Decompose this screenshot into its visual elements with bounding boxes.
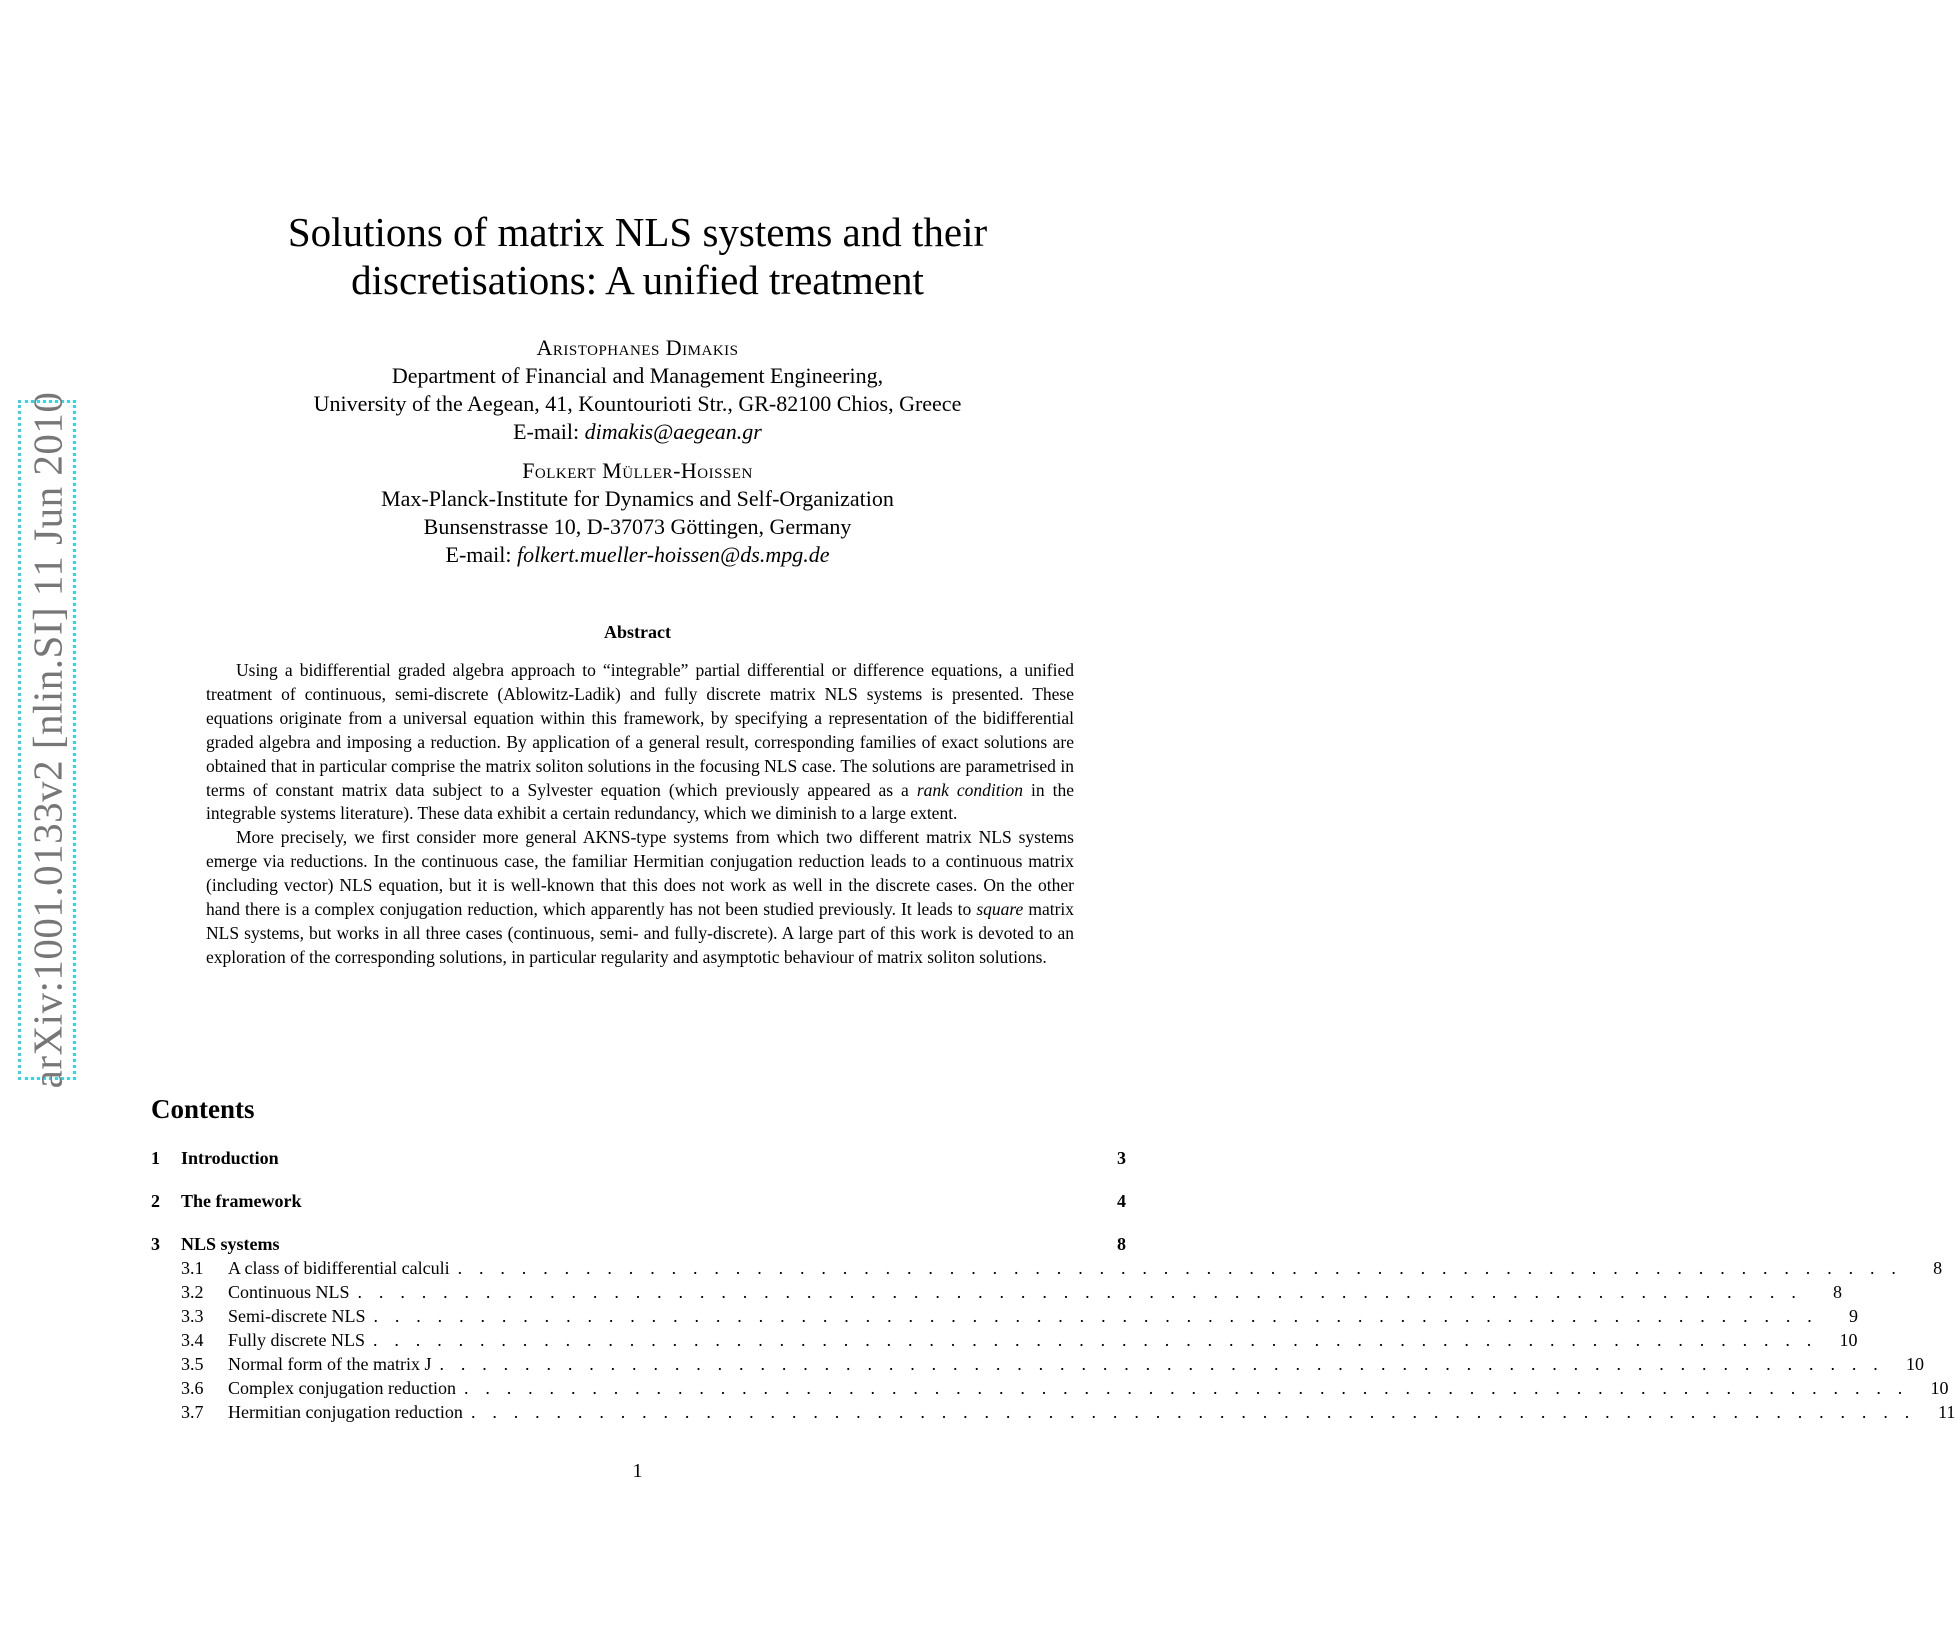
author-block-2 bbox=[200, 457, 1075, 569]
toc-subsection-title: Continuous NLS bbox=[228, 1282, 350, 1302]
abstract-text: in the integrable systems literature). These data exhibit a certain redundancy, which we diminish to a large extent. bbox=[206, 779, 1075, 824]
abstract-paragraph-1 bbox=[206, 659, 1074, 826]
toc-section-introduction[interactable] bbox=[151, 1146, 1126, 1170]
toc-section-number: 1 bbox=[151, 1148, 160, 1168]
toc-subsection-3-3[interactable] bbox=[151, 1304, 1858, 1328]
email-label: E-mail: bbox=[445, 542, 512, 567]
toc-subsection-title: Semi-discrete NLS bbox=[228, 1306, 366, 1326]
title-line-1: Solutions of matrix NLS systems and their bbox=[287, 209, 988, 255]
abstract-body bbox=[206, 659, 1074, 970]
abstract-text: matrix NLS systems, but works in all three cases (continuous, semi- and fully-discrete). A large part of this work is devoted to an exploration of the corresponding solutions, in particular regularity and asymptotic behaviour of matrix soliton solutions. bbox=[206, 899, 1075, 967]
abstract-text: More precisely, we first consider more general AKNS-type systems from which two different matrix NLS systems emerge via reductions. In the continuous case, the familiar Hermitian conjugation reduction leads to a continuous matrix (including vector) NLS equation, but it is well-known that this does not work as well in the discrete cases. On the other hand there is a complex conjugation reduction, which apparently has not been studied previously. It leads to bbox=[206, 827, 1074, 920]
toc-subsection-3-2[interactable] bbox=[151, 1280, 1843, 1304]
toc-subsection-number: 3.5 bbox=[181, 1354, 204, 1374]
toc-section-number: 2 bbox=[151, 1191, 160, 1211]
toc-dot-leader: . . . . . . . . . . . . . . . . . . . . . . . . . . . . . . . . . . . . . . . . . . . . . . . . . . . . . . . . . . . . . . . . . . . . bbox=[373, 1306, 1818, 1326]
author-affiliation-line: Department of Financial and Management Engineering, bbox=[391, 363, 884, 388]
toc-page-number: 8 bbox=[1833, 1282, 1843, 1302]
table-of-contents bbox=[151, 1146, 1955, 1424]
toc-page-number: 11 bbox=[1938, 1402, 1955, 1422]
author-affiliation-line: Max-Planck-Institute for Dynamics and Self-Organization bbox=[381, 486, 894, 511]
toc-page-number: 9 bbox=[1848, 1306, 1858, 1326]
toc-section-title: NLS systems bbox=[181, 1234, 280, 1254]
toc-subsection-3-6[interactable] bbox=[151, 1376, 1949, 1400]
toc-section-framework[interactable] bbox=[151, 1189, 1126, 1213]
toc-dot-leader: . . . . . . . . . . . . . . . . . . . . . . . . . . . . . . . . . . . . . . . . . . . . . . . . . . . . . . . . . . . . . . . . . . . . bbox=[457, 1258, 1903, 1278]
toc-subsection-title: Complex conjugation reduction bbox=[228, 1378, 456, 1398]
toc-page-number: 10 bbox=[1930, 1378, 1949, 1398]
arxiv-stamp bbox=[18, 391, 76, 1089]
toc-subsection-number: 3.2 bbox=[181, 1282, 204, 1302]
toc-subsection-number: 3.7 bbox=[181, 1402, 204, 1422]
toc-section-title: Introduction bbox=[181, 1148, 279, 1168]
toc-subsection-title: Normal form of the matrix J bbox=[228, 1354, 432, 1374]
toc-section-title: The framework bbox=[181, 1191, 302, 1211]
toc-subsection-number: 3.6 bbox=[181, 1378, 204, 1398]
toc-dot-leader: . . . . . . . . . . . . . . . . . . . . . . . . . . . . . . . . . . . . . . . . . . . . . . . . . . . . . . . . . . . . . . . . . . . . bbox=[373, 1330, 1818, 1350]
email-label: E-mail: bbox=[513, 419, 580, 444]
toc-section-nls-systems[interactable] bbox=[151, 1232, 1126, 1256]
page-number: 1 bbox=[632, 1460, 643, 1482]
title-line-2: discretisations: A unified treatment bbox=[351, 257, 924, 303]
author-affiliation-line: Bunsenstrasse 10, D-37073 Göttingen, Germany bbox=[423, 514, 852, 539]
toc-dot-leader: . . . . . . . . . . . . . . . . . . . . . . . . . . . . . . . . . . . . . . . . . . . . . . . . . . . . . . . . . . . . . . . . . . . . bbox=[463, 1378, 1909, 1398]
abstract-emphasis: square bbox=[976, 899, 1024, 920]
toc-dot-leader: . . . . . . . . . . . . . . . . . . . . . . . . . . . . . . . . . . . . . . . . . . . . . . . . . . . . . . . . . . . . . . . . . . . . bbox=[357, 1282, 1803, 1302]
toc-subsection-title: Hermitian conjugation reduction bbox=[228, 1402, 463, 1422]
paper-title bbox=[200, 208, 1075, 304]
abstract-emphasis: rank condition bbox=[916, 779, 1024, 800]
toc-page-number: 3 bbox=[1117, 1148, 1126, 1168]
author-block-1 bbox=[200, 334, 1075, 446]
author-name: Aristophanes Dimakis bbox=[536, 335, 739, 360]
toc-subsection-number: 3.1 bbox=[181, 1258, 204, 1278]
toc-page-number: 8 bbox=[1117, 1234, 1126, 1254]
toc-dot-leader: . . . . . . . . . . . . . . . . . . . . . . . . . . . . . . . . . . . . . . . . . . . . . . . . . . . . . . . . . . . . . . . . . . . . bbox=[439, 1354, 1884, 1374]
contents-heading: Contents bbox=[151, 1094, 255, 1124]
toc-dot-leader: . . . . . . . . . . . . . . . . . . . . . . . . . . . . . . . . . . . . . . . . . . . . . . . . . . . . . . . . . . . . . . . . . . . . bbox=[470, 1402, 1916, 1422]
toc-subsection-number: 3.3 bbox=[181, 1306, 204, 1326]
author-email[interactable]: dimakis@aegean.gr bbox=[584, 419, 762, 444]
arxiv-id-text: arXiv:1001.0133v2 [nlin.SI] 11 Jun 2010 bbox=[24, 391, 71, 1089]
toc-subsection-3-4[interactable] bbox=[151, 1328, 1858, 1352]
toc-page-number: 10 bbox=[1905, 1354, 1924, 1374]
toc-section-number: 3 bbox=[151, 1234, 160, 1254]
author-email[interactable]: folkert.mueller-hoissen@ds.mpg.de bbox=[517, 542, 830, 567]
toc-subsection-3-1[interactable] bbox=[151, 1256, 1943, 1280]
toc-subsection-number: 3.4 bbox=[181, 1330, 204, 1350]
toc-subsection-3-7[interactable] bbox=[151, 1400, 1955, 1424]
author-email-line bbox=[200, 541, 1075, 569]
toc-page-number: 8 bbox=[1933, 1258, 1943, 1278]
abstract-heading: Abstract bbox=[604, 622, 671, 642]
abstract-paragraph-2 bbox=[206, 826, 1074, 969]
toc-page-number: 10 bbox=[1839, 1330, 1858, 1350]
author-affiliation-line: University of the Aegean, 41, Kountourioti Str., GR-82100 Chios, Greece bbox=[313, 391, 962, 416]
toc-page-number: 4 bbox=[1117, 1191, 1126, 1211]
author-email-line bbox=[200, 418, 1075, 446]
toc-subsection-title: A class of bidifferential calculi bbox=[228, 1258, 450, 1278]
toc-subsection-title: Fully discrete NLS bbox=[228, 1330, 365, 1350]
toc-subsection-3-5[interactable] bbox=[151, 1352, 1924, 1376]
abstract-text: Using a bidifferential graded algebra approach to “integrable” partial differential or difference equations, a unified treatment of continuous, semi-discrete (Ablowitz-Ladik) and fully discrete matrix NLS systems is presented. These equations originate from a universal equation within this framework, by specifying a representation of the bidifferential graded algebra and imposing a reduction. By application of a general result, corresponding families of exact solutions are obtained that in particular comprise the matrix soliton solutions in the focusing NLS case. The solutions are parametrised in terms of constant matrix data subject to a Sylvester equation (which previously appeared as a bbox=[206, 660, 1074, 800]
author-name: Folkert Müller-Hoissen bbox=[522, 458, 753, 483]
